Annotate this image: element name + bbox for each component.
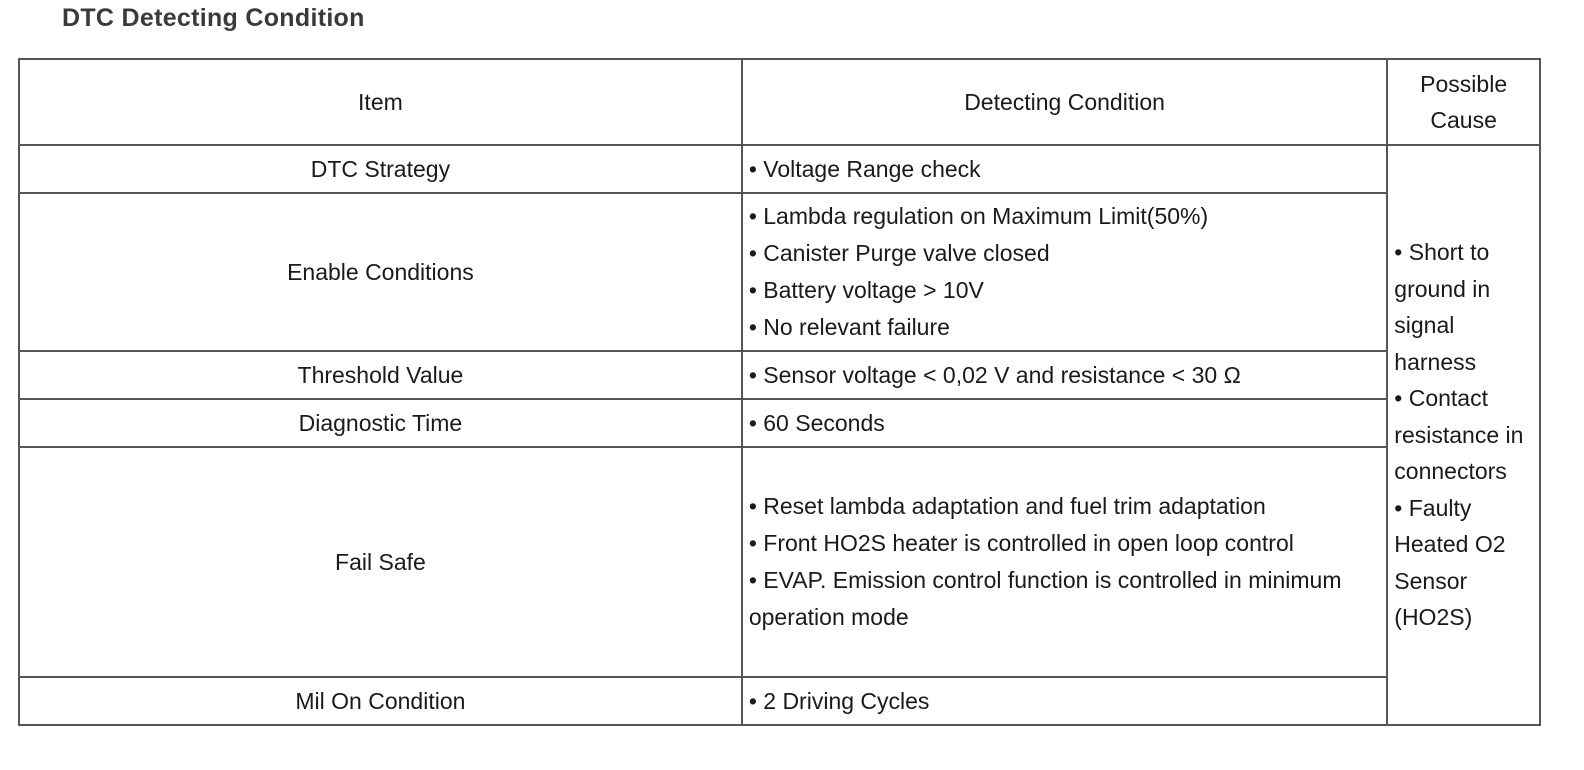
table-row bbox=[19, 351, 1540, 399]
possible-cause-line: • Contact resistance in connectors bbox=[1394, 385, 1524, 485]
header-detecting-condition: Detecting Condition bbox=[742, 59, 1387, 145]
row-condition-dtc-strategy bbox=[742, 145, 1387, 193]
header-item: Item bbox=[19, 59, 742, 145]
condition-line: • Canister Purge valve closed bbox=[748, 240, 1050, 266]
row-condition-mil-on-condition bbox=[742, 677, 1387, 725]
header-possible-cause bbox=[1387, 59, 1540, 145]
row-condition-enable-conditions bbox=[742, 193, 1387, 351]
possible-cause-line: • Short to ground in signal harness bbox=[1394, 239, 1491, 375]
row-condition-threshold-value bbox=[742, 351, 1387, 399]
row-item-threshold-value: Threshold Value bbox=[19, 351, 742, 399]
table-row bbox=[19, 399, 1540, 447]
page-title: DTC Detecting Condition bbox=[62, 4, 365, 32]
table-row bbox=[19, 193, 1540, 351]
row-condition-diagnostic-time bbox=[742, 399, 1387, 447]
header-possible-cause-line1: Possible bbox=[1420, 71, 1508, 97]
condition-line: • Lambda regulation on Maximum Limit(50%) bbox=[748, 203, 1209, 229]
row-item-dtc-strategy: DTC Strategy bbox=[19, 145, 742, 193]
condition-line: • 60 Seconds bbox=[748, 409, 885, 436]
row-item-mil-on-condition: Mil On Condition bbox=[19, 677, 742, 725]
row-item-diagnostic-time: Diagnostic Time bbox=[19, 399, 742, 447]
dtc-table bbox=[18, 58, 1541, 726]
condition-line: • EVAP. Emission control function is controlled in minimum operation mode bbox=[748, 567, 1342, 630]
condition-line: • Battery voltage > 10V bbox=[748, 277, 984, 303]
condition-line: • Front HO2S heater is controlled in open loop control bbox=[748, 530, 1294, 556]
table-row bbox=[19, 677, 1540, 725]
condition-line: • Voltage Range check bbox=[748, 155, 981, 182]
possible-cause-line: • Faulty Heated O2 Sensor (HO2S) bbox=[1394, 494, 1506, 631]
condition-line: • Reset lambda adaptation and fuel trim adaptation bbox=[748, 493, 1266, 519]
row-item-enable-conditions: Enable Conditions bbox=[19, 193, 742, 351]
table-row bbox=[19, 447, 1540, 677]
condition-line: • 2 Driving Cycles bbox=[748, 687, 930, 714]
possible-cause-cell bbox=[1387, 145, 1540, 725]
table-row bbox=[19, 145, 1540, 193]
condition-line: • Sensor voltage < 0,02 V and resistance < 30 Ω bbox=[748, 361, 1241, 388]
row-condition-fail-safe bbox=[742, 447, 1387, 677]
header-possible-cause-line2: Cause bbox=[1430, 107, 1497, 133]
table-header-row bbox=[19, 59, 1540, 145]
row-item-fail-safe: Fail Safe bbox=[19, 447, 742, 677]
condition-line: • No relevant failure bbox=[748, 314, 950, 340]
